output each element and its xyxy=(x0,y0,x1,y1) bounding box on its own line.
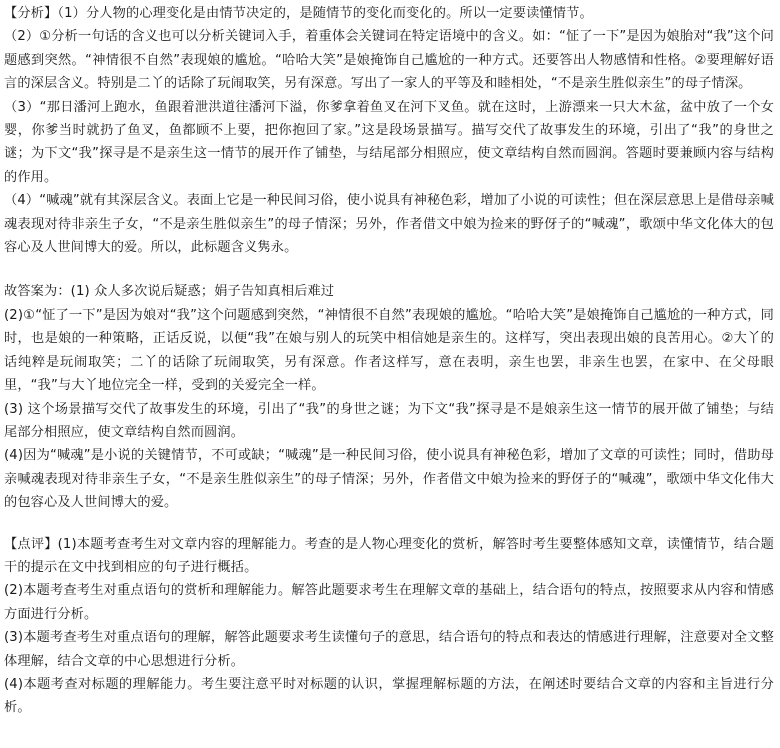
analysis-paragraph-4: （4）“喊魂”就有其深层含义。表面上它是一种民间习俗，使小说具有神秘色彩，增加了小说的可读性；但在深层意思上是借母亲喊魂表现对待非亲生子女，“不是亲生胜似亲生”的母子情深；另外，作者借文中娘为捡来的野伢子的“喊魂”，歌颂中华文化体大的包容心及人世间博大的爱。所以，此标题含义隽永。 xyxy=(4,193,774,256)
section-spacer xyxy=(4,515,774,533)
answer-paragraph-4: (4)因为“喊魂”是小说的关键情节，不可或缺；“喊魂”是一种民间习俗，使小说具有神秘色彩，增加了文章的可读性；同时，借助母亲喊魂表现对待非亲生子女，“不是亲生胜似亲生”的母子情深；另外，作者借文中娘为捡来的野伢子的“喊魂”，歌颂中华文化伟大的包容心及人世间博大的爱。 xyxy=(4,448,774,511)
answer-paragraph-1: 故答案为：(1) 众人多次说后疑惑；娟子告知真相后难过 xyxy=(4,284,335,300)
answer-paragraph-3: (3) 这个场景描写交代了故事发生的环境，引出了“我”的身世之谜；为下文“我”探寻是不是娘亲生这一情节的展开做了铺垫；与结尾部分相照应，使文章结构自然而圆润。 xyxy=(4,401,774,440)
comment-paragraph-1: 【点评】(1)本题考查考生对文章内容的理解能力。考查的是人物心理变化的赏析，解答时考生要整体感知文章，读懂情节，结合题干的提示在文中找到相应的句子进行概括。 xyxy=(4,536,774,575)
section-spacer xyxy=(4,259,774,280)
answer-section xyxy=(4,280,774,514)
analysis-paragraph-2: （2）①分析一句话的含义也可以分析关键词入手，着重体会关键词在特定语境中的含义。如：“怔了一下”是因为娘胎对“我”这个问题感到突然。“神情很不自然”表现娘的尴尬。“哈哈大笑”是娘掩饰自己尴尬的一种方式。还要答出人物感情和性格。②要理解好语言的深层含义。特别是二丫的话除了玩闹取笑，另有深意。写出了一家人的平等及和睦相处，“不是亲生胜似亲生”的母子情深。 xyxy=(4,29,774,92)
answer-paragraph-2: (2)①“怔了一下”是因为娘对“我”这个问题感到突然，“神情很不自然”表现娘的尴尬。“哈哈大笑”是娘掩饰自己尴尬的一种方式，同时，也是娘的一种策略，正话反说，以便“我”在娘与别人的玩笑中相信她是亲生的。这样写，突出表现出娘的良苦用心。②大丫的话纯粹是玩闹取笑；二丫的话除了玩闹取笑，另有深意。作者这样写，意在表明，亲生也罢，非亲生也罢，在家中、在父母眼里，“我”与大丫地位完全一样，受到的关爱完全一样。 xyxy=(4,307,774,394)
analysis-paragraph-3: （3）“那日潘河上跑水，鱼跟着泄洪道往潘河下溢，你爹拿着鱼叉在河下叉鱼。就在这时，上游漂来一只大木盆，盆中放了一个女婴，你爹当时就扔了鱼叉，鱼都顾不上要，把你抱回了家。”这是段场景描写。描写交代了故事发生的环境，引出了“我”的身世之谜；为下文“我”探寻是不是亲生这一情节的展开作了铺垫，与结尾部分相照应，使文章结构自然而圆润。答题时要兼顾内容与结构的作用。 xyxy=(4,99,774,185)
comment-paragraph-2: (2)本题考查考生对重点语句的赏析和理解能力。解答此题要求考生在理解文章的基础上，结合语句的特点，按照要求从内容和情感方面进行分析。 xyxy=(4,583,774,622)
comment-section xyxy=(4,533,774,720)
analysis-paragraph-1: 【分析】（1）分人物的心理变化是由情节决定的，是随情节的变化而变化的。所以一定要读懂情节。 xyxy=(4,6,593,21)
comment-paragraph-4: (4)本题考查对标题的理解能力。考生要注意平时对标题的认识，掌握理解标题的方法，在阐述时要结合文章的内容和主旨进行分析。 xyxy=(4,676,774,716)
analysis-section xyxy=(4,2,774,259)
comment-paragraph-3: (3)本题考查考生对重点语句的理解，解答此题要求考生读懂句子的意思，结合语句的特点和表达的情感进行理解，注意要对全文整体理解，结合文章的中心思想进行分析。 xyxy=(4,630,774,669)
